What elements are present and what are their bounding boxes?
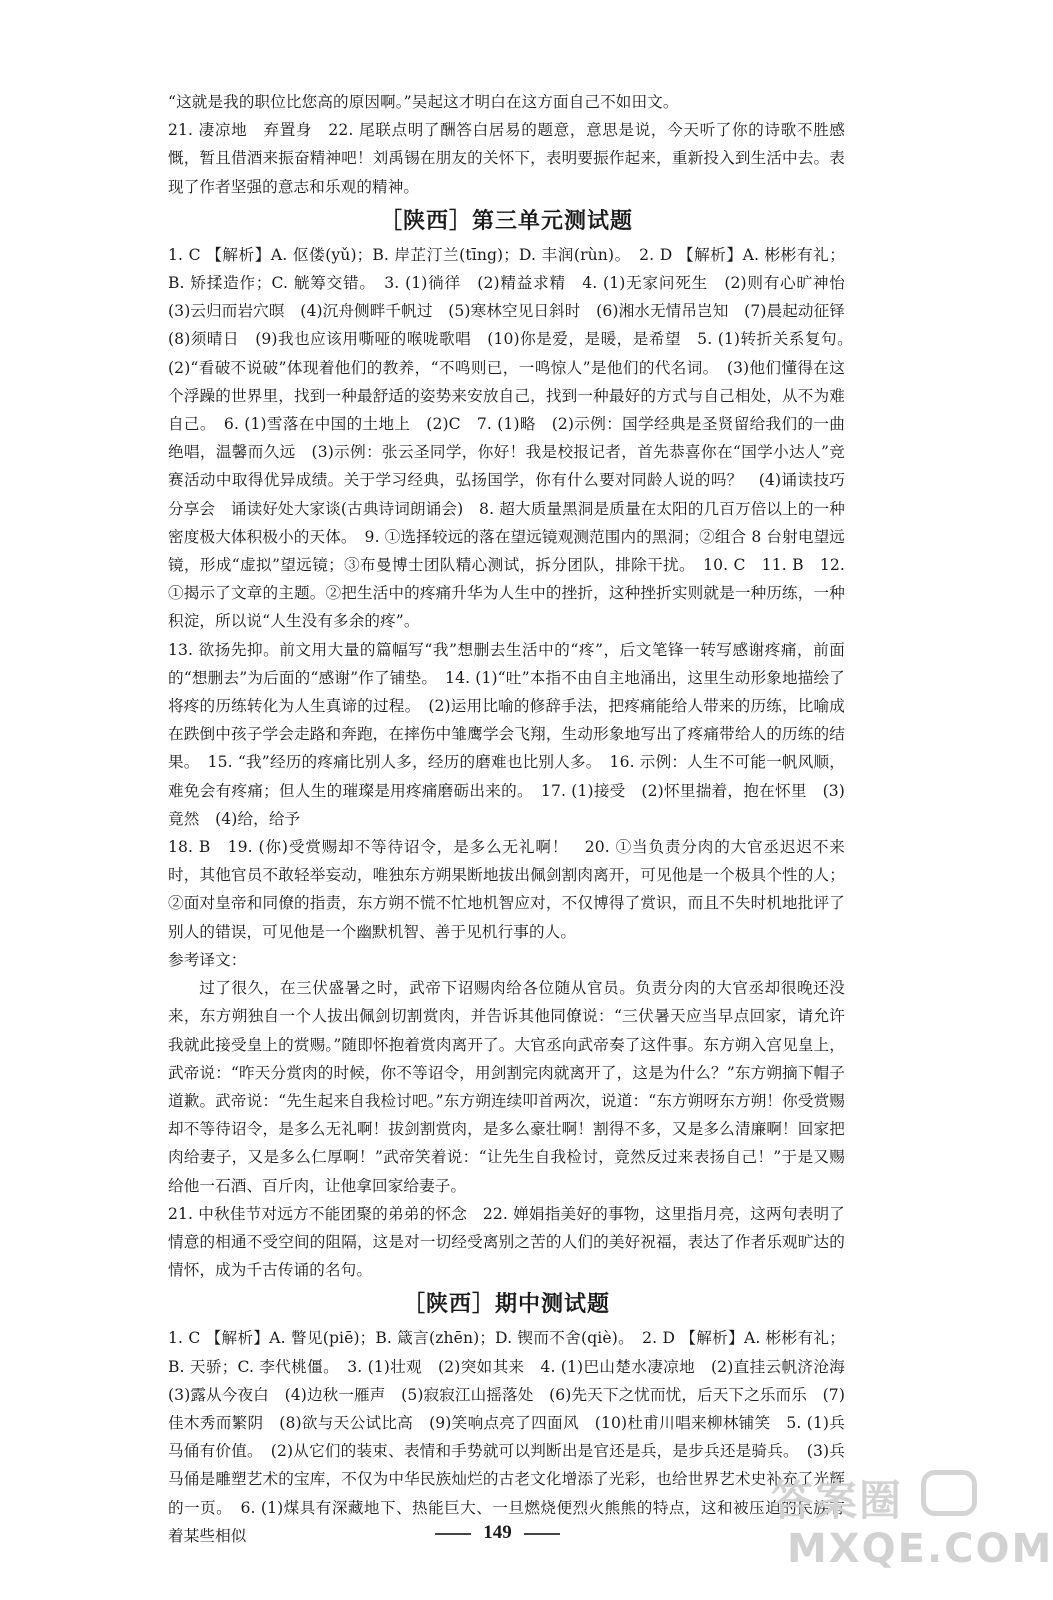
watermark-cn-text: 答案圈 [771,1476,904,1525]
watermark-en-text: MXQE.COM [787,1526,1053,1572]
unit3-answers-1: 1. C 【解析】A. 伛偻(yǔ)；B. 岸芷汀兰(tīng)；D. 丰润(rùn)。 2. D 【解析】A. 彬彬有礼；B. 矫揉造作；C. 觥筹交错。 3. (1)徜徉 (2)精益求精 4. (1)无家问死生 (2)则有心旷神怡 (3)云归而岩穴暝 (4)沉舟侧畔千帆过 (5)寒林空见日斜时 (6)湘水无情吊岂知 (7)晨起动征铎 (8)须晴日 (9)我也应该用嘶哑的喉咙歌唱 (10)你是爱，是暖，是希望 5. (1)转折关系复句。 (2)“看破不说破”体现着他们的教养，“不鸣则已，一鸣惊人”是他们的代名词。 (3)他们懂得在这个浮躁的世界里，找到一种最舒适的姿势来安放自己，找到一种最好的方式与自己相处，从不为难自己。 6. (1)雪落在中国的土地上 (2)C 7. (1)略 (2)示例：国学经典是圣贤留给我们的一曲绝唱，温馨而久远 (3)示例：张云圣同学，你好！我是校报记者，首先恭喜你在“国学小达人”竞赛活动中取得优异成绩。关于学习经典，弘扬国学，你有什么要对同龄人说的吗？ (4)诵读技巧分享会 诵读好处大家谈(古典诗词朗诵会) 8. 超大质量黑洞是质量在太阳的几百万倍以上的一种密度极大体积极小的天体。 9. ①选择较远的落在望远镜观测范围内的黑洞；②组合 8 台射电望远镜，形成“虚拟”望远镜；③布曼博士团队精心测试，拆分团队，排除干扰。 10. C 11. B 12. ①揭示了文章的主题。②把生活中的疼痛升华为人生中的挫折，这种挫折实则就是一种历练，一种积淀，所以说“人生没有多余的疼”。 [168,245,861,631]
right-dash [524,1533,560,1535]
section-title-unit3: ［陕西］第三单元测试题 [379,207,633,234]
intro-paragraph-2: 21. 凄凉地 弃置身 22. 尾联点明了酬答白居易的题意，意思是说，今天听了你的诗歌不胜感慨，暂且借酒来振奋精神吧！刘禹锡在朋友的关怀下，表明要振作起来，重新投入到生活中去。表现了作者坚强的意志和乐观的精神。 [168,121,845,196]
midterm-answers-1: 1. C 【解析】A. 瞥见(piē)；B. 箴言(zhēn)；D. 锲而不舍(qiè)。 2. D 【解析】A. 彬彬有礼；B. 天骄；C. 李代桃僵。 3. (1)壮观 (2)突如其来 4. (1)巴山楚水凄凉地 (2)直挂云帆济沧海 (3)露从今夜白 (4)边秋一雁声 (5)寂寂江山摇落处 (6)先天下之忧而忧，后天下之乐而乐 (7)佳木秀而繁阴 (8)欲与天公试比高 (9)笑响点亮了四面风 (10)杜甫川唱来柳林铺笑 5. (1)兵马俑有价值。 (2)从它们的装束、表情和手势就可以判断出是官还是兵，是步兵还是骑兵。 (3)兵马俑是雕塑艺术的宝库，不仅为中华民族灿烂的古老文化增添了光彩，也给世界艺术史补充了光辉的一页。 6. (1)煤具有深藏地下、热能巨大、一旦燃烧便烈火熊熊的特点，这和被压迫的民族有着某些相似 [168,1329,861,1545]
intro-paragraph-1: “这就是我的职位比您高的原因啊。”吴起这才明白在这方面自己不如田文。 [168,93,679,111]
unit3-answers-closing: 21. 中秋佳节对远方不能团聚的弟弟的怀念 22. 婵娟指美好的事物，这里指月亮，这两句表明了情意的相通不受空间的阻隔，这是对一切经受离别之苦的人们的美好祝福，表达了作者乐观旷达的情怀，成为千古传诵的名句。 [168,1204,845,1280]
answer-circle-logo-icon [921,1470,977,1516]
watermark [767,1468,1053,1586]
translation-label: 参考译文： [168,950,247,969]
left-dash [435,1533,471,1535]
unit3-answers-3: 18. B 19. (你)受赏赐却不等待诏令，是多么无礼啊！ 20. ①当负责分肉的大官丞迟迟不来时，其他官员不敢轻举妄动，唯独东方朔果断地拔出佩剑割肉离开，可见他是一个极具个性的人；②面对皇帝和同僚的指责，东方朔不慌不忙地机智应对，不仅博得了赏识，而且不失时机地批评了别人的错误，可见他是一个幽默机智、善于见机行事的人。 [168,838,845,941]
unit3-answers-2: 13. 欲扬先抑。前文用大量的篇幅写“我”想删去生活中的“疼”，后文笔锋一转写感谢疼痛，前面的“想删去”为后面的“感谢”作了铺垫。 14. (1)“吐”本指不由自主地涌出，这里生动形象地描绘了将疼的历练转化为人生真谛的过程。 (2)运用比喻的修辞手法，把疼痛能给人带来的历练，比喻成在跌倒中孩子学会走路和奔跑，在摔伤中雏鹰学会飞翔，生动形象地写出了疼痛带给人的历练的结果。 15. “我”经历的疼痛比别人多，经历的磨难也比别人多。 16. 示例：人生不可能一帆风顺，难免会有疼痛；但人生的璀璨是用疼痛磨砺出来的。 17. (1)接受 (2)怀里揣着，抱在怀里 (3)竟然 (4)给，给予 [168,640,845,828]
section-title-midterm: ［陕西］期中测试题 [402,1291,610,1318]
page-number-text: 149 [483,1522,512,1543]
translation-text: 过了很久，在三伏盛暑之时，武帝下诏赐肉给各位随从官员。负责分肉的大官丞却很晚还没来，东方朔独自一个人拔出佩剑切割赏肉，并告诉其他同僚说：“三伏暑天应当早点回家，请允许我就此接受皇上的赏赐。”随即怀抱着赏肉离开了。大官丞向武帝奏了这件事。东方朔入宫见皇上，武帝说：“昨天分赏肉的时候，你不等诏令，用剑割完肉就离开了，这是为什么？”东方朔摘下帽子道歉。武帝说：“先生起来自我检讨吧。”东方朔连续叩首两次，说道：“东方朔呀东方朔！你受赏赐却不等待诏令，是多么无礼啊！拔剑割赏肉，是多么豪壮啊！割得不多，又是多么清廉啊！回家把肉给妻子，又是多么仁厚啊！”武帝笑着说：“让先生自我检讨，竟然反过来表扬自己！”于是又赐给他一石酒、百斤肉，让他拿回家给妻子。 [168,979,845,1195]
